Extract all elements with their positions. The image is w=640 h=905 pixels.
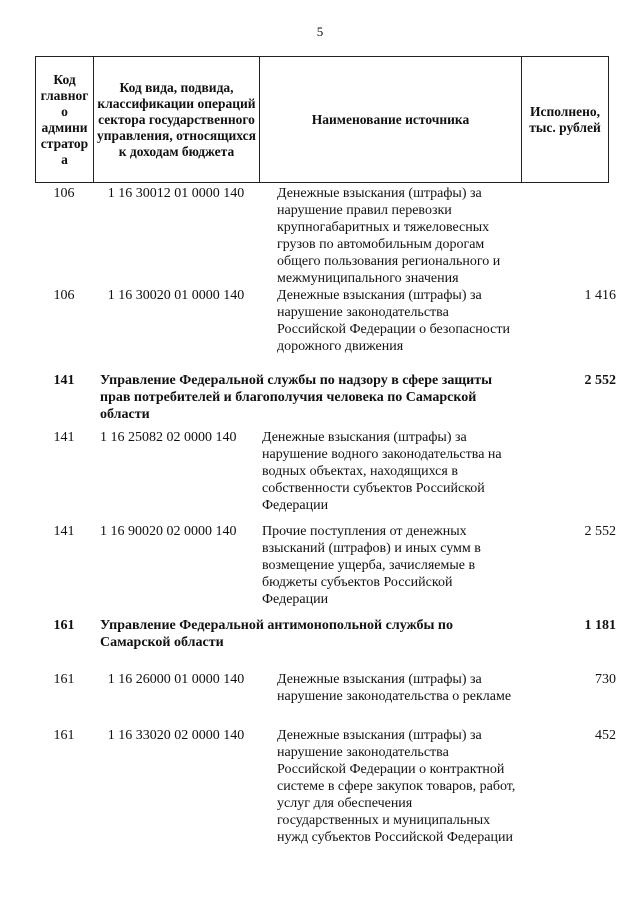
- header-admin-code: Код главного администратора: [36, 57, 94, 183]
- header-classification-code: Код вида, подвида, классификации операций сектора государственного управления, относящихся к доходам бюджета: [94, 57, 260, 183]
- table-row: [0, 287, 640, 372]
- classification-code: 1 16 33020 02 0000 140: [107, 728, 245, 743]
- admin-code: 106: [53, 186, 75, 201]
- table-row: [0, 523, 640, 617]
- agency-row: [0, 617, 640, 671]
- executed-amount: 452: [595, 728, 616, 743]
- table-header: [35, 56, 609, 183]
- table-row: [0, 727, 640, 867]
- source-name: Денежные взыскания (штрафы) за нарушение правил перевозки крупногабаритных и тяжеловесных грузов по автомобильным дорогам общего пользования регионального и межмуниципального значения: [277, 186, 501, 286]
- header-executed: Исполнено, тыс. рублей: [522, 57, 609, 183]
- agency-name: Управление Федеральной антимонопольной службы по Самарской области: [100, 618, 453, 650]
- admin-code: 161: [53, 618, 75, 633]
- source-name: Денежные взыскания (штрафы) за нарушение законодательства Российской Федерации о безопасности дорожного движения: [277, 288, 510, 354]
- agency-name: Управление Федеральной службы по надзору в сфере защиты прав потребителей и благополучия человека по Самарской области: [100, 373, 493, 422]
- admin-code: 161: [53, 728, 75, 743]
- table-body: [0, 185, 640, 867]
- admin-code: 141: [53, 373, 75, 388]
- admin-code: 161: [53, 672, 75, 687]
- page-number: 5: [316, 24, 324, 39]
- source-name: Денежные взыскания (штрафы) за нарушение водного законодательства на водных объектах, находящихся в собственности субъектов Российской Федерации: [262, 430, 502, 513]
- executed-amount: 1 416: [584, 288, 616, 303]
- executed-amount: 730: [595, 672, 616, 687]
- table-row: [0, 671, 640, 727]
- classification-code: 1 16 30020 01 0000 140: [107, 288, 245, 303]
- table-row: [0, 185, 640, 287]
- source-name: Денежные взыскания (штрафы) за нарушение законодательства Российской Федерации о контрактной системе в сфере закупок товаров, работ, услуг для обеспечения государственных и муниципальных нужд субъектов Российской Федерации: [277, 728, 516, 845]
- source-name: Прочие поступления от денежных взысканий (штрафов) и иных сумм в возмещение ущерба, зачисляемые в бюджеты субъектов Российской Федерации: [262, 524, 481, 607]
- source-name: Денежные взыскания (штрафы) за нарушение законодательства о рекламе: [277, 672, 512, 704]
- executed-amount: 2 552: [584, 524, 616, 539]
- classification-code: 1 16 90020 02 0000 140: [100, 524, 237, 539]
- admin-code: 106: [53, 288, 75, 303]
- header-source-name: Наименование источника: [260, 57, 522, 183]
- executed-amount: 2 552: [584, 373, 616, 388]
- classification-code: 1 16 26000 01 0000 140: [107, 672, 245, 687]
- classification-code: 1 16 25082 02 0000 140: [100, 430, 237, 445]
- admin-code: 141: [53, 524, 75, 539]
- executed-amount: 1 181: [584, 618, 616, 633]
- table-row: [0, 429, 640, 523]
- agency-row: [0, 372, 640, 429]
- classification-code: 1 16 30012 01 0000 140: [107, 186, 245, 201]
- admin-code: 141: [53, 430, 75, 445]
